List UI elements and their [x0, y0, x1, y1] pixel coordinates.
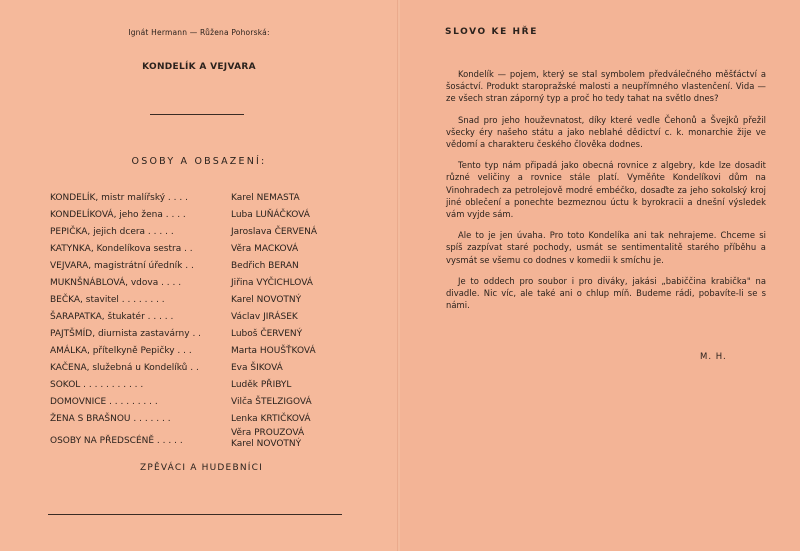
foreword-paragraph: Ale to je jen úvaha. Pro toto Kondelíka ani tak nehrajeme. Chceme si spíš zazpívat staré pochody, usmát se sentimentalitě starého příběhu a vysmát se všemu co dodnes v komedii k smíchu je. — [446, 230, 766, 265]
foreword-paragraph: Kondelík — pojem, který se stal symbolem předválečného měšťáctví a šosáctví. Produkt staropražské malosti a neupřímného vlastenčení. Vida — ze všech stran záporný typ a proč ho tedy tahat na světlo dnes? — [446, 69, 766, 104]
actor-name: Jiřina VYČICHLOVÁ — [231, 278, 313, 288]
role-name: DOMOVNICE . . . . . . . . . — [50, 397, 158, 407]
role-name: PEPIČKA, jejich dcera . . . . . — [50, 227, 174, 237]
foreword-heading: SLOVO KE HŘE — [445, 27, 538, 37]
role-name: OSOBY NA PŘEDSCÉNĚ . . . . . — [50, 436, 183, 446]
actor-name: Luděk PŘIBYL — [231, 380, 292, 390]
cast-row — [50, 224, 390, 241]
cast-row — [50, 343, 390, 360]
cast-row — [50, 360, 390, 377]
foreword-paragraph: Tento typ nám připadá jako obecná rovnice z algebry, kde lze dosadit různé veličiny a rovnice stále platí. Vyměňte Kondelíkovi dům na Vinohradech za petrolejově modré embéčko, dosaďte za jeho sokolský kroj jiné oblečení a ponechte bezmeznou úctu k byrokracii a dnešní výsledek vám vyjde sám. — [446, 160, 766, 220]
actor-name: Bedřich BERAN — [231, 261, 299, 271]
signature: M. H. — [700, 352, 727, 362]
play-title: KONDELÍK A VEJVARA — [142, 62, 256, 72]
role-name: ŠARAPATKA, štukatér . . . . . — [50, 312, 174, 322]
bottom-divider — [48, 514, 342, 515]
cast-row — [50, 190, 390, 207]
actor-name: Václav JIRÁSEK — [231, 312, 298, 322]
title-divider — [150, 114, 244, 115]
role-name: PAJTŠMÍD, diurnista zastavárny . . — [50, 329, 202, 339]
cast-row — [50, 258, 390, 275]
foreword-paragraph: Snad pro jeho houževnatost, díky které vedle Čehonů a Švejků přežil všecky éry našeho státu a jako neblahé dědictví c. k. monarchie žije ve vědomí a charakteru českého člověka dodnes. — [446, 114, 766, 150]
cast-row — [50, 309, 390, 326]
cast-row — [50, 207, 390, 224]
cast-heading: OSOBY A OBSAZENÍ: — [131, 156, 267, 167]
cast-row — [50, 411, 390, 428]
actor-name: Karel NOVOTNÝ — [231, 295, 302, 305]
foreword-body — [446, 68, 766, 320]
actor-name: Marta HOUŠŤKOVÁ — [231, 346, 316, 356]
actor-name: Karel NOVOTNÝ — [231, 439, 302, 449]
cast-row — [50, 275, 390, 292]
authors-line: Ignát Hermann — Růžena Pohorská: — [128, 28, 270, 37]
role-name: KONDELÍKOVÁ, jeho žena . . . . — [50, 210, 186, 220]
cast-row-extras — [50, 428, 390, 454]
role-name: SOKOL . . . . . . . . . . . — [50, 380, 144, 390]
role-name: MUKNŠNÁBLOVÁ, vdova . . . . — [50, 278, 182, 288]
cast-list — [50, 190, 390, 454]
actor-names — [231, 428, 304, 450]
role-name: KATYNKA, Kondelíkova sestra . . — [50, 244, 193, 254]
role-name: BEČKA, stavitel . . . . . . . . — [50, 295, 165, 305]
left-page — [0, 0, 398, 551]
cast-row — [50, 326, 390, 343]
role-name: KAČENA, služebná u Kondelíků . . — [50, 363, 199, 373]
cast-row — [50, 394, 390, 411]
role-name: VEJVARA, magistrátní úředník . . — [50, 261, 194, 271]
actor-name: Vilča ŠTELZIGOVÁ — [231, 397, 312, 407]
actor-name: Jaroslava ČERVENÁ — [231, 227, 318, 237]
actor-name: Věra PROUZOVÁ — [231, 428, 305, 438]
singers-line: ZPĚVÁCI A HUDEBNÍCI — [140, 463, 263, 473]
cast-row — [50, 292, 390, 309]
cast-row — [50, 377, 390, 394]
role-name: AMÁLKA, přítelkyně Pepičky . . . — [50, 346, 192, 356]
actor-name: Luba LUŇÁČKOVÁ — [231, 210, 310, 220]
actor-name: Karel NEMASTA — [231, 193, 300, 203]
actor-name: Luboš ČERVENÝ — [231, 329, 303, 339]
role-name: ŽENA S BRAŠNOU . . . . . . . — [50, 414, 171, 424]
cast-row — [50, 241, 390, 258]
actor-name: Lenka KRTIČKOVÁ — [231, 414, 311, 424]
foreword-paragraph: Je to oddech pro soubor i pro diváky, jakási „babiččina krabička" na divadle. Nic víc, ale také ani o chlup míň. Budeme rádi, pobavíte-li se s námi. — [446, 275, 766, 311]
actor-name: Věra MACKOVÁ — [231, 244, 299, 254]
actor-name: Eva ŠIKOVÁ — [231, 363, 283, 373]
role-name: KONDELÍK, mistr malířský . . . . — [50, 193, 188, 203]
